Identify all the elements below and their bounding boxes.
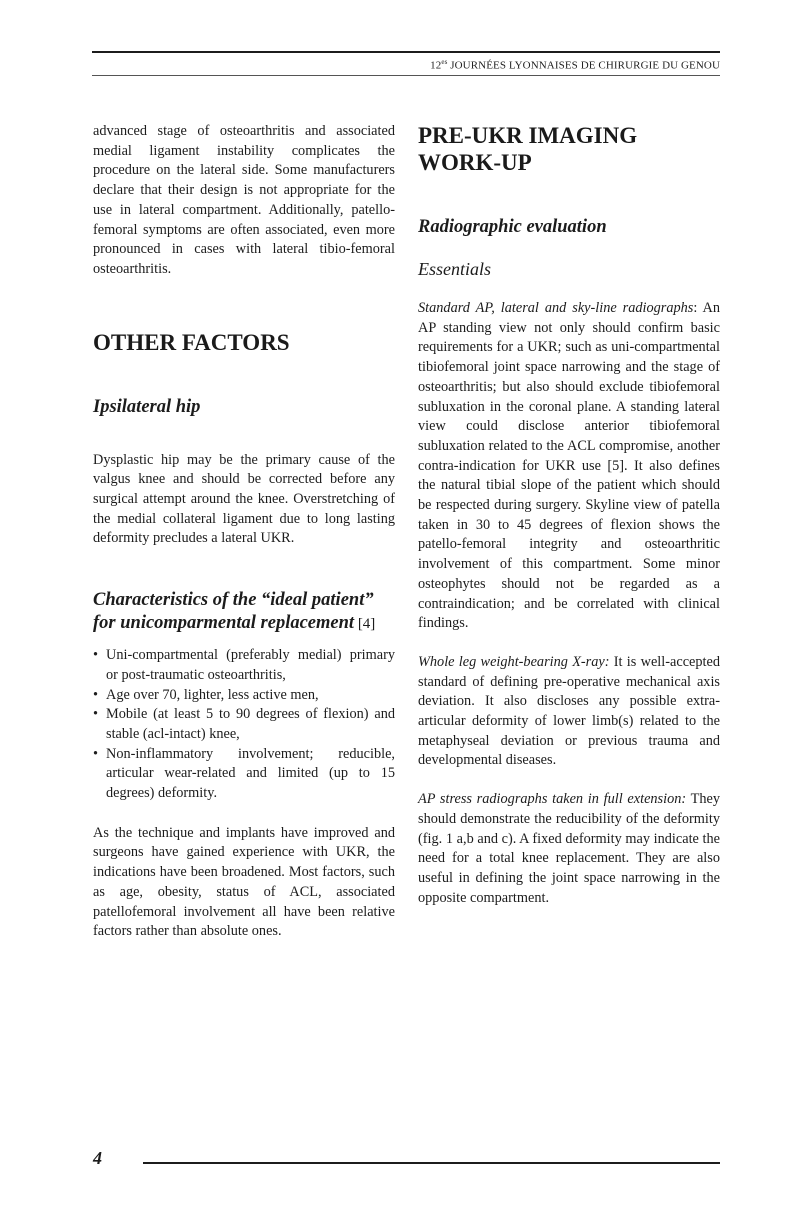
- footer-rule: [143, 1162, 720, 1164]
- ideal-patient-list: [93, 646, 395, 804]
- intro-paragraph: advanced stage of osteoarthritis and associated medial ligament instability complicates the procedure on the lateral side. Some manufacturers declare that their design is not appropriate for the use in lateral compartment. Additionally, patello-femoral symptoms are often associated, even more pronounced in cases with lateral tibio-femoral osteoarthritis.: [93, 123, 395, 277]
- standard-radiographs-paragraph: [418, 299, 720, 634]
- header-top-rule: [92, 51, 720, 53]
- characteristics-reference: [4]: [354, 616, 376, 633]
- other-factors-heading: OTHER FACTORS: [93, 329, 290, 355]
- pre-ukr-heading: [418, 122, 720, 176]
- list-item: • Uni-compartmental (preferably medial) primary or post-traumatic osteoarthritis,: [93, 646, 395, 685]
- characteristics-heading: [93, 589, 395, 636]
- pre-ukr-heading-line2: WORK-UP: [418, 150, 532, 175]
- left-column: [93, 122, 395, 942]
- closing-paragraph: As the technique and implants have improved and surgeons have gained experience with UKR, the indications have been broadened. Most factors, such as age, obesity, status of ACL, associated patellofemoral involvement all have been relative factors rather than absolute ones.: [93, 824, 395, 940]
- running-header-title: JOURNÉES LYONNAISES DE CHIRURGIE DU GENOU: [447, 59, 720, 72]
- standard-radiographs-text: : An AP standing view not only should confirm basic requirements for a UKR; such as uni-compartmental tibiofemoral joint space narrowing and the stage of osteoarthritis; but also should exclude tibiofemoral subluxation in the coronal plane. A standing lateral view could disclose anterior tibiofemoral subluxation related to the ACL compromise, another contra-indication for UKR use [5]. It also defines the natural tibial slope of the patient which should be respected during surgery. Skyline view of patella taken in 30 to 45 degrees of flexion shows the patello-femoral integrity and osteoarthritic involvement of this compartment. Some minor osteophytes should not be regarded as a contraindication; and be correlated with clinical findings.: [418, 300, 720, 632]
- page-number: 4: [93, 1148, 102, 1168]
- running-header-superscript: es: [441, 58, 448, 66]
- pre-ukr-heading-line1: PRE-UKR IMAGING: [418, 123, 638, 148]
- radiographic-evaluation-heading: Radiographic evaluation: [418, 217, 607, 237]
- ipsilateral-hip-heading: Ipsilateral hip: [93, 396, 201, 417]
- list-item: • Age over 70, lighter, less active men,: [93, 686, 395, 706]
- running-header: [430, 58, 720, 72]
- whole-leg-paragraph: [418, 653, 720, 771]
- whole-leg-lead: Whole leg weight-bearing X-ray:: [418, 653, 610, 670]
- running-header-prefix: 12: [430, 59, 442, 72]
- stress-radiographs-text: They should demonstrate the reducibility of the deformity (fig. 1 a,b and c). A fixed deformity may indicate the need for a total knee replacement. They are also useful in defining the joint space narrowing in the opposite compartment.: [418, 791, 720, 906]
- header-bottom-rule: [92, 75, 720, 76]
- list-item: • Non-inflammatory involvement; reducible, articular wear-related and limited (up to 15 degrees) deformity.: [93, 745, 395, 804]
- list-item: • Mobile (at least 5 to 90 degrees of flexion) and stable (acl-intact) knee,: [93, 705, 395, 744]
- whole-leg-text: It is well-accepted standard of defining pre-operative mechanical axis deviation. It also discloses any possible extra-articular deformity of lower limb(s) related to the metaphyseal deviation or previous trauma and developmental diseases.: [418, 653, 720, 769]
- standard-radiographs-lead: Standard AP, lateral and sky-line radiographs: [418, 300, 694, 316]
- ipsilateral-hip-paragraph: Dysplastic hip may be the primary cause of the valgus knee and should be corrected before any surgical attempt around the knee. Overstretching of the medial collateral ligament due to long lasting deformity precludes a lateral UKR.: [93, 451, 395, 547]
- stress-radiographs-lead: AP stress radiographs taken in full extension:: [418, 791, 687, 808]
- right-column: [418, 122, 720, 908]
- characteristics-heading-text: Characteristics of the “ideal patient” for unicomparmental replacement: [93, 590, 374, 634]
- essentials-heading: Essentials: [418, 259, 492, 279]
- stress-radiographs-paragraph: [418, 790, 720, 908]
